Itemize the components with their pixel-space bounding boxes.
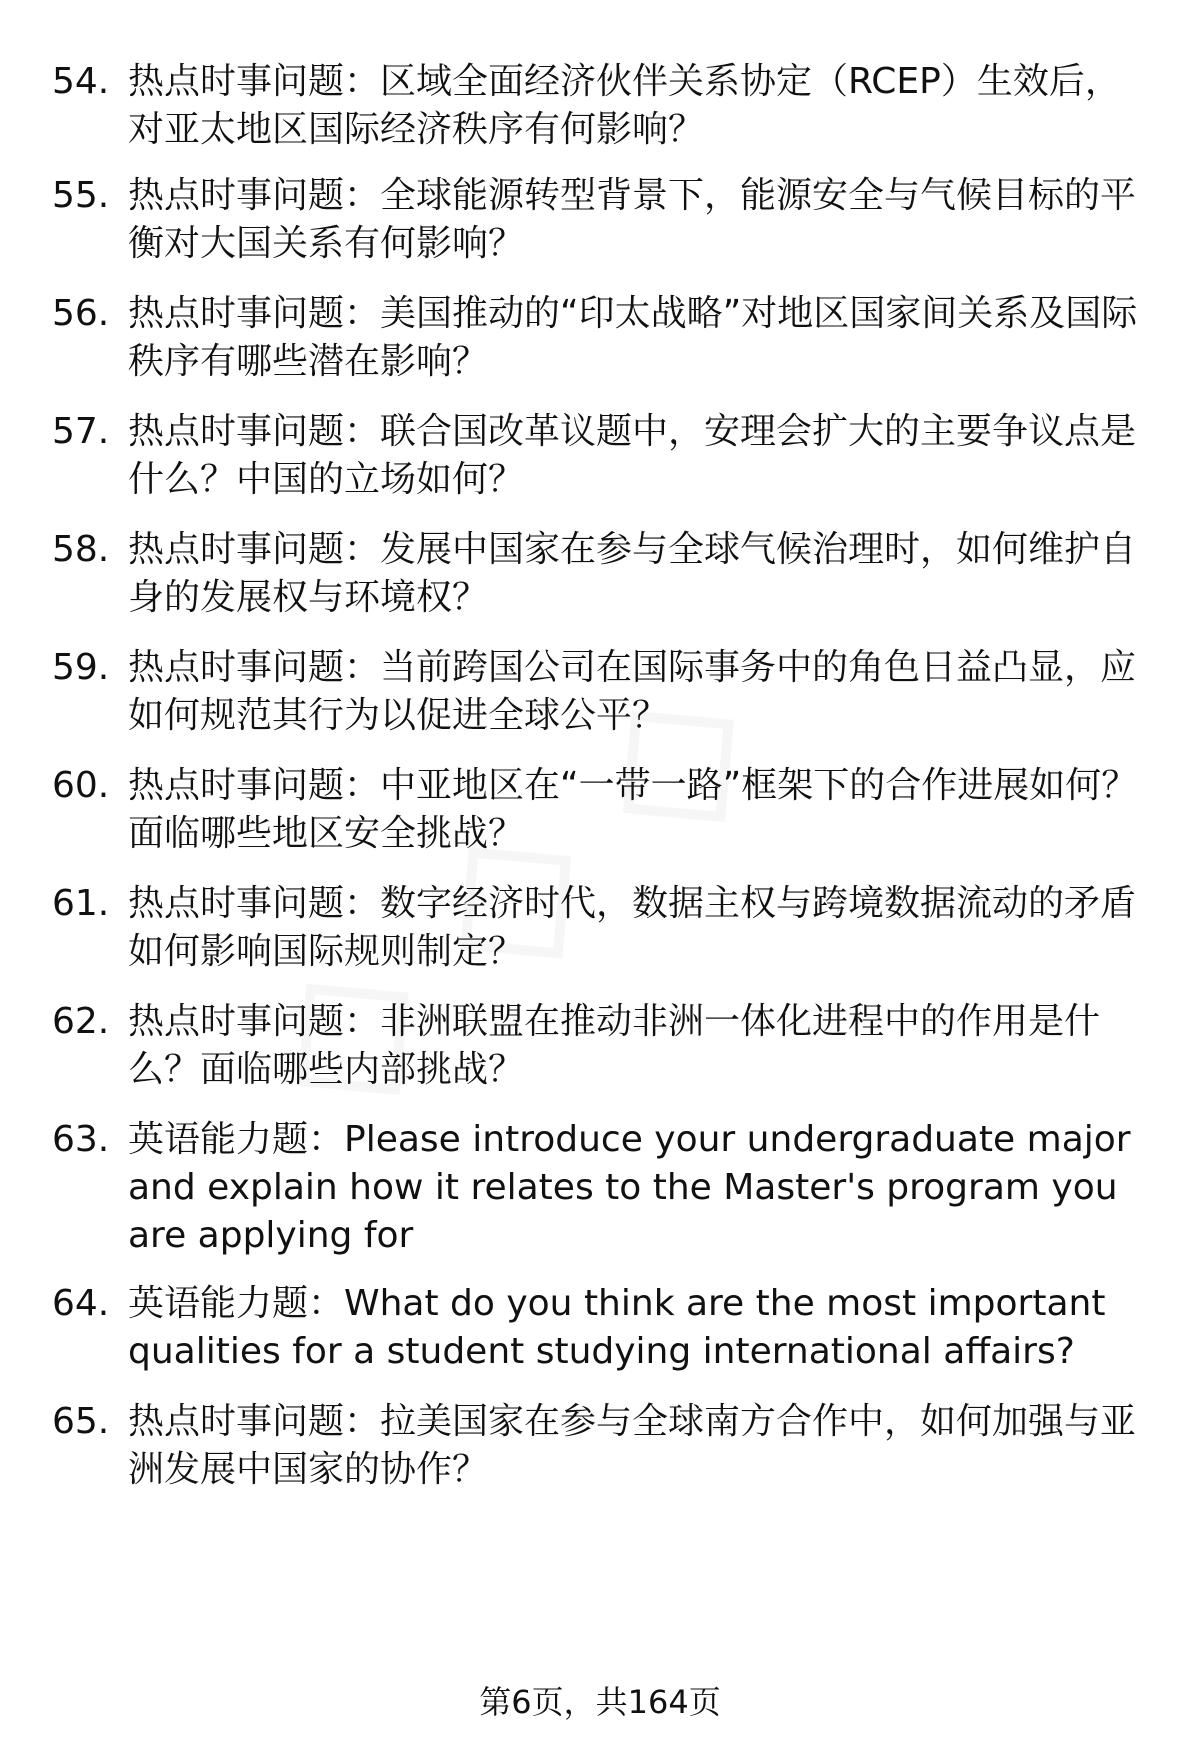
- question-item: [52, 408, 1152, 504]
- question-number: 60.: [52, 765, 110, 806]
- question-item: [52, 644, 1152, 740]
- question-number: 57.: [52, 411, 110, 452]
- question-text: 热点时事问题：数字经济时代，数据主权与跨境数据流动的矛盾如何影响国际规则制定？: [128, 883, 1137, 972]
- question-text: 热点时事问题：中亚地区在“一带一路”框架下的合作进展如何？面临哪些地区安全挑战？: [128, 765, 1138, 854]
- question-item: [52, 880, 1152, 976]
- question-item: [52, 172, 1152, 268]
- question-text: 热点时事问题：当前跨国公司在国际事务中的角色日益凸显，应如何规范其行为以促进全球公平？: [128, 647, 1137, 736]
- question-number: 59.: [52, 647, 110, 688]
- question-item: [52, 290, 1152, 386]
- question-item: [52, 58, 1152, 154]
- question-number: 55.: [52, 175, 110, 216]
- question-item: [52, 762, 1152, 858]
- question-number: 62.: [52, 1001, 110, 1042]
- question-text: 热点时事问题：全球能源转型背景下，能源安全与气候目标的平衡对大国关系有何影响？: [128, 175, 1137, 264]
- question-number: 64.: [52, 1283, 110, 1324]
- question-item: [52, 1280, 1152, 1376]
- question-text: 英语能力题：What do you think are the most important qualities for a student studying international affairs?: [128, 1283, 1106, 1372]
- question-item: [52, 998, 1152, 1094]
- question-number: 56.: [52, 293, 110, 334]
- question-item: [52, 1116, 1152, 1260]
- question-item: [52, 1398, 1152, 1494]
- question-number: 58.: [52, 529, 110, 570]
- question-number: 63.: [52, 1119, 110, 1160]
- question-text: 英语能力题：Please introduce your undergraduate major and explain how it relates to the Master's program you are applying for: [128, 1119, 1131, 1256]
- question-text: 热点时事问题：拉美国家在参与全球南方合作中，如何加强与亚洲发展中国家的协作？: [128, 1401, 1137, 1490]
- question-text: 热点时事问题：联合国改革议题中，安理会扩大的主要争议点是什么？中国的立场如何？: [128, 411, 1137, 500]
- page-number-footer: 第6页，共164页: [479, 1683, 721, 1721]
- question-number: 54.: [52, 61, 110, 102]
- question-number: 65.: [52, 1401, 110, 1442]
- question-text: 热点时事问题：区域全面经济伙伴关系协定（RCEP）生效后，对亚太地区国际经济秩序有何影响？: [128, 61, 1121, 150]
- question-text: 热点时事问题：非洲联盟在推动非洲一体化进程中的作用是什么？面临哪些内部挑战？: [128, 1001, 1101, 1090]
- question-text: 热点时事问题：美国推动的“印太战略”对地区国家间关系及国际秩序有哪些潜在影响？: [128, 293, 1138, 382]
- question-number: 61.: [52, 883, 110, 924]
- question-text: 热点时事问题：发展中国家在参与全球气候治理时，如何维护自身的发展权与环境权？: [128, 529, 1137, 618]
- question-item: [52, 526, 1152, 622]
